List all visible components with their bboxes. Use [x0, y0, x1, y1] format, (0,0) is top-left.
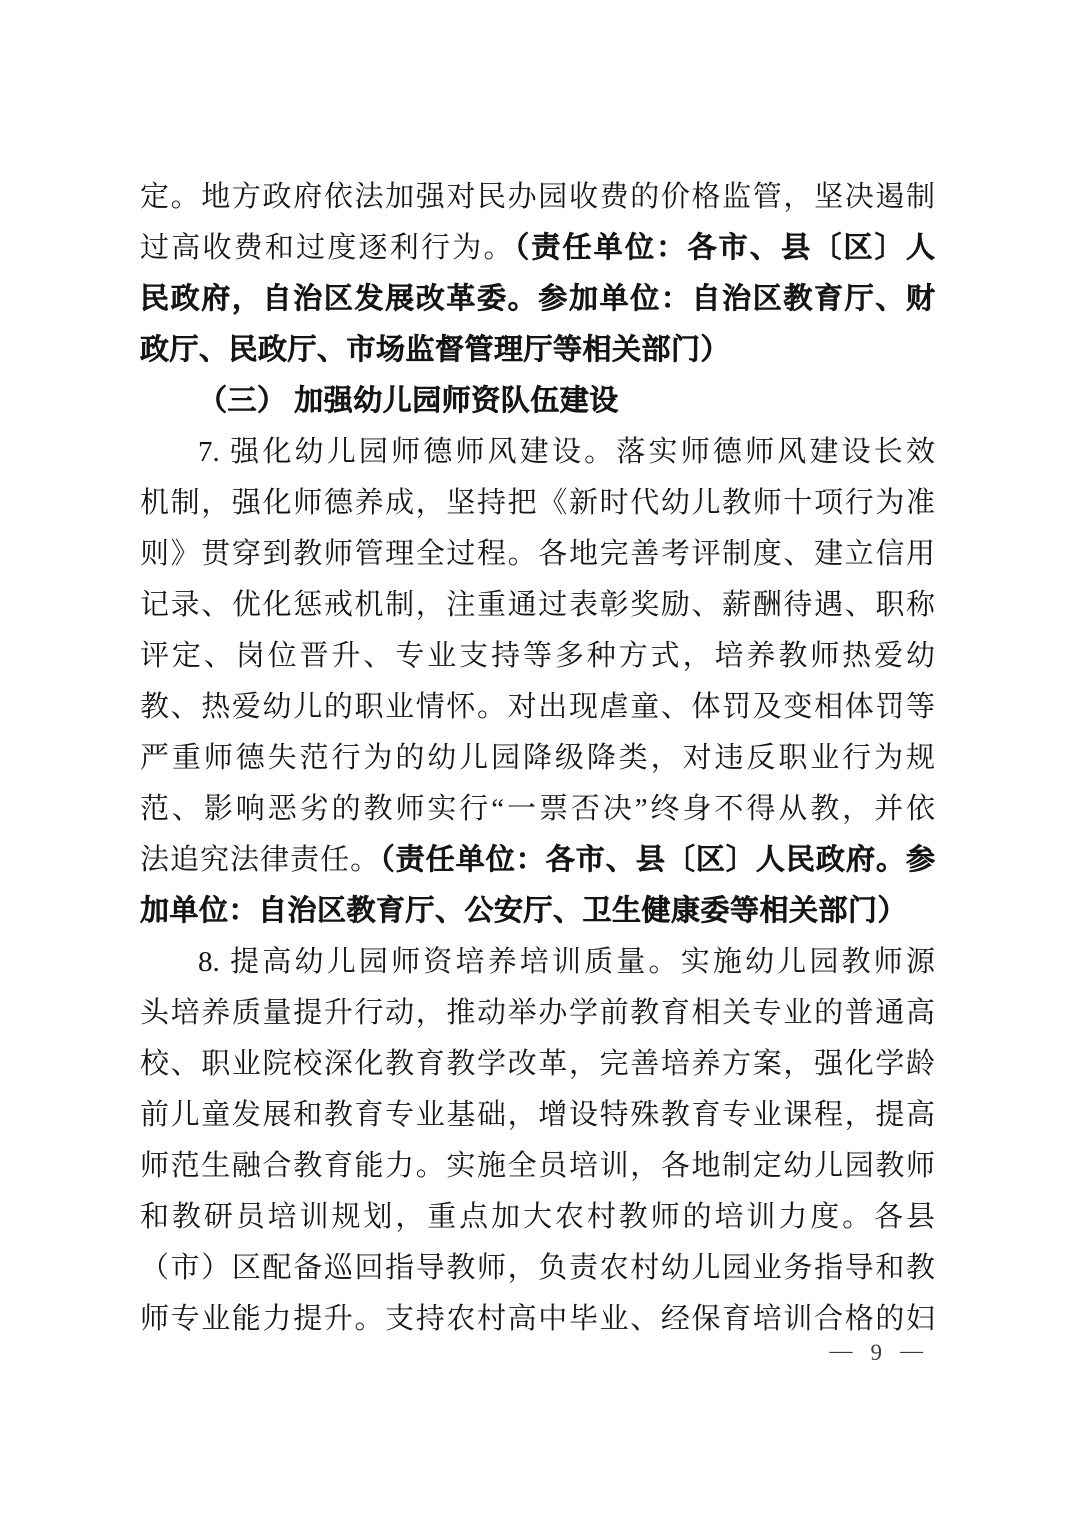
text-segment: （三） 加强幼儿园师资队伍建设 [198, 385, 619, 417]
text-line [140, 1192, 935, 1243]
text-line [140, 835, 935, 886]
text-line [140, 682, 935, 733]
text-segment: 则》贯穿到教师管理全过程。各地完善考评制度、建立信用 [140, 538, 935, 570]
text-segment: 师专业能力提升。支持农村高中毕业、经保育培训合格的妇 [140, 1303, 935, 1335]
text-line [140, 1090, 935, 1141]
text-line [140, 427, 935, 478]
document-body [140, 172, 935, 1345]
text-segment: 7. 强化幼儿园师德师风建设。落实师德师风建设长效 [198, 436, 935, 468]
text-segment: 政厅、民政厅、市场监督管理厅等相关部门） [140, 334, 731, 366]
text-line [140, 478, 935, 529]
text-line [140, 784, 935, 835]
page-number: 9 [870, 1340, 882, 1365]
text-segment: 严重师德失范行为的幼儿园降级降类，对违反职业行为规 [140, 742, 935, 774]
text-segment: 评定、岗位晋升、专业支持等多种方式，培养教师热爱幼 [140, 640, 935, 672]
text-segment: 教、热爱幼儿的职业情怀。对出现虐童、体罚及变相体罚等 [140, 691, 935, 723]
text-line [140, 631, 935, 682]
text-segment: （责任单位：各市、县〔区〕人 [514, 232, 935, 264]
text-segment: 过高收费和过度逐利行为。 [140, 232, 515, 264]
section-heading [140, 376, 935, 427]
text-line [140, 1039, 935, 1090]
text-segment: 法追究法律责任。 [140, 844, 381, 876]
footer-dash-right: — [900, 1338, 923, 1363]
text-line [140, 529, 935, 580]
text-line [140, 988, 935, 1039]
text-segment: 民政府，自治区发展改革委。参加单位：自治区教育厅、财 [140, 283, 935, 315]
text-segment: （责任单位：各市、县〔区〕人民政府。参 [380, 844, 935, 876]
footer-dash-left: — [829, 1338, 853, 1363]
text-segment: 头培养质量提升行动，推动举办学前教育相关专业的普通高 [140, 997, 935, 1029]
text-segment: 机制，强化师德养成，坚持把《新时代幼儿教师十项行为准 [140, 487, 935, 519]
text-line [140, 325, 935, 376]
text-line [140, 172, 935, 223]
text-line [140, 733, 935, 784]
text-line [140, 1243, 935, 1294]
text-line [140, 1141, 935, 1192]
text-segment: 8. 提高幼儿园师资培养培训质量。实施幼儿园教师源 [198, 946, 935, 978]
text-segment: （市）区配备巡回指导教师，负责农村幼儿园业务指导和教 [140, 1252, 935, 1284]
text-segment: 和教研员培训规划，重点加大农村教师的培训力度。各县 [140, 1201, 935, 1233]
page-footer [830, 1340, 924, 1366]
text-segment: 记录、优化惩戒机制，注重通过表彰奖励、薪酬待遇、职称 [140, 589, 935, 621]
text-line [140, 580, 935, 631]
text-segment: 师范生融合教育能力。实施全员培训，各地制定幼儿园教师 [140, 1150, 935, 1182]
text-segment: 加单位：自治区教育厅、公安厅、卫生健康委等相关部门） [140, 895, 908, 927]
text-segment: 范、影响恶劣的教师实行“一票否决”终身不得从教，并依 [140, 793, 935, 825]
text-line [140, 886, 935, 937]
text-line [140, 937, 935, 988]
text-line [140, 223, 935, 274]
text-line [140, 274, 935, 325]
text-segment: 前儿童发展和教育专业基础，增设特殊教育专业课程，提高 [140, 1099, 935, 1131]
text-segment: 定。地方政府依法加强对民办园收费的价格监管，坚决遏制 [140, 181, 935, 213]
text-line [140, 1294, 935, 1345]
text-segment: 校、职业院校深化教育教学改革，完善培养方案，强化学龄 [140, 1048, 935, 1080]
